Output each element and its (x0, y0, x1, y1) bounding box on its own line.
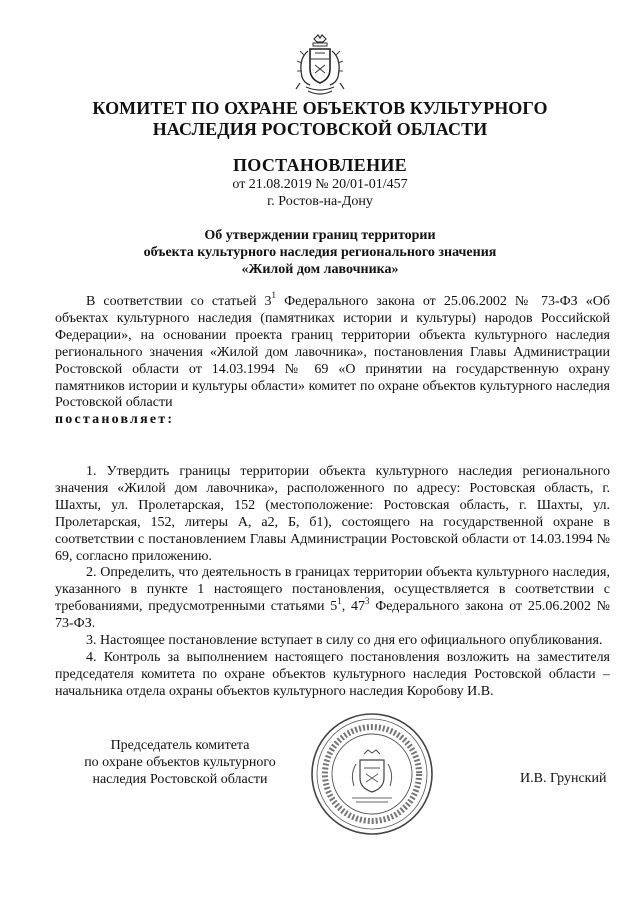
signatory-name: И.В. Грунский (520, 771, 607, 786)
preamble-paragraph (55, 290, 610, 412)
decree-item-1: 1. Утвердить границы территории объекта культурного наследия регионального значения «Жилой дом лавочника», расположенного по адресу: Ростовская область, г. Шахты, ул. Пролетарская, 152 (местоположение: Ростовская область, г. Шахты, ул. Пролетарская, 152, литеры А, а2, Б, б1), состоящего на государственной охране в соответствии с постановлением Главы Администрации Ростовской области от 14.03.1994 № 69, согласно приложению. (55, 464, 610, 564)
document-city: г. Ростов-на-Дону (267, 194, 373, 209)
coat-of-arms-icon (292, 33, 348, 99)
decree-item-2-superscript-1: 1 (337, 595, 342, 606)
preamble-text-1: В соответствии со статьей 3 (86, 294, 272, 309)
decree-item-2-text-b: , 47 (341, 599, 365, 615)
decree-item-2-text-a: 2. Определить, что деятельность в границах территории объекта культурного наследия, указанного в пункте 1 настоящего постановления, осуществляется в соответствии с требованиями, предусмотренными статьями 5 (55, 565, 610, 615)
signatory-title-line-2: по охране объектов культурного (84, 755, 276, 770)
resolve-word: постановляет: (55, 412, 175, 428)
decree-item-2 (55, 565, 610, 633)
decree-item-3: 3. Настоящее постановление вступает в силу со дня его официального опубликования. (86, 633, 603, 649)
organization-name: КОМИТЕТ ПО ОХРАНЕ ОБЪЕКТОВ КУЛЬТУРНОГО (92, 98, 548, 118)
decree-items (55, 464, 610, 701)
organization-name-continued: НАСЛЕДИЯ РОСТОВСКОЙ ОБЛАСТИ (152, 119, 488, 139)
preamble (55, 290, 610, 429)
document-subject-line-2: объекта культурного наследия регионального значения (143, 245, 497, 260)
signatory-title-line-1: Председатель комитета (110, 738, 250, 753)
document-subject-line-3: «Жилой дом лавочника» (241, 262, 399, 277)
signatory-title-line-3: наследия Ростовской области (92, 772, 268, 787)
document-subject-line-1: Об утверждении границ территории (204, 228, 436, 243)
document-date-number: от 21.08.2019 № 20/01-01/457 (232, 177, 408, 192)
preamble-text-2: Федерального закона от 25.06.2002 № 73-ФЗ «Об объектах культурного наследия (памятниках истории и культуры) народов Российской Федерации», на основании проекта границ территории объекта культурного наследия регионального значения «Жилой дом лавочника», постановления Главы Администрации Ростовской области от 14.03.1994 № 69 «О принятии на государственную охрану памятников истории и культуры области» комитет по охране объектов культурного наследия Ростовской области (55, 294, 610, 411)
decree-item-4: 4. Контроль за выполнением настоящего постановления возложить на заместителя председателя комитета по охране объектов культурного наследия Ростовской области – начальника отдела охраны объектов культурного наследия Коробову И.В. (55, 649, 610, 699)
decree-item-2-superscript-2: 3 (364, 595, 370, 606)
preamble-superscript: 1 (271, 290, 277, 301)
official-seal-stamp-icon (308, 710, 436, 838)
signatory-title (80, 737, 280, 788)
decree-item-2-text-c: Федерального закона от 25.06.2002 № 73-ФЗ. (55, 599, 611, 632)
document-type: ПОСТАНОВЛЕНИЕ (233, 155, 407, 175)
